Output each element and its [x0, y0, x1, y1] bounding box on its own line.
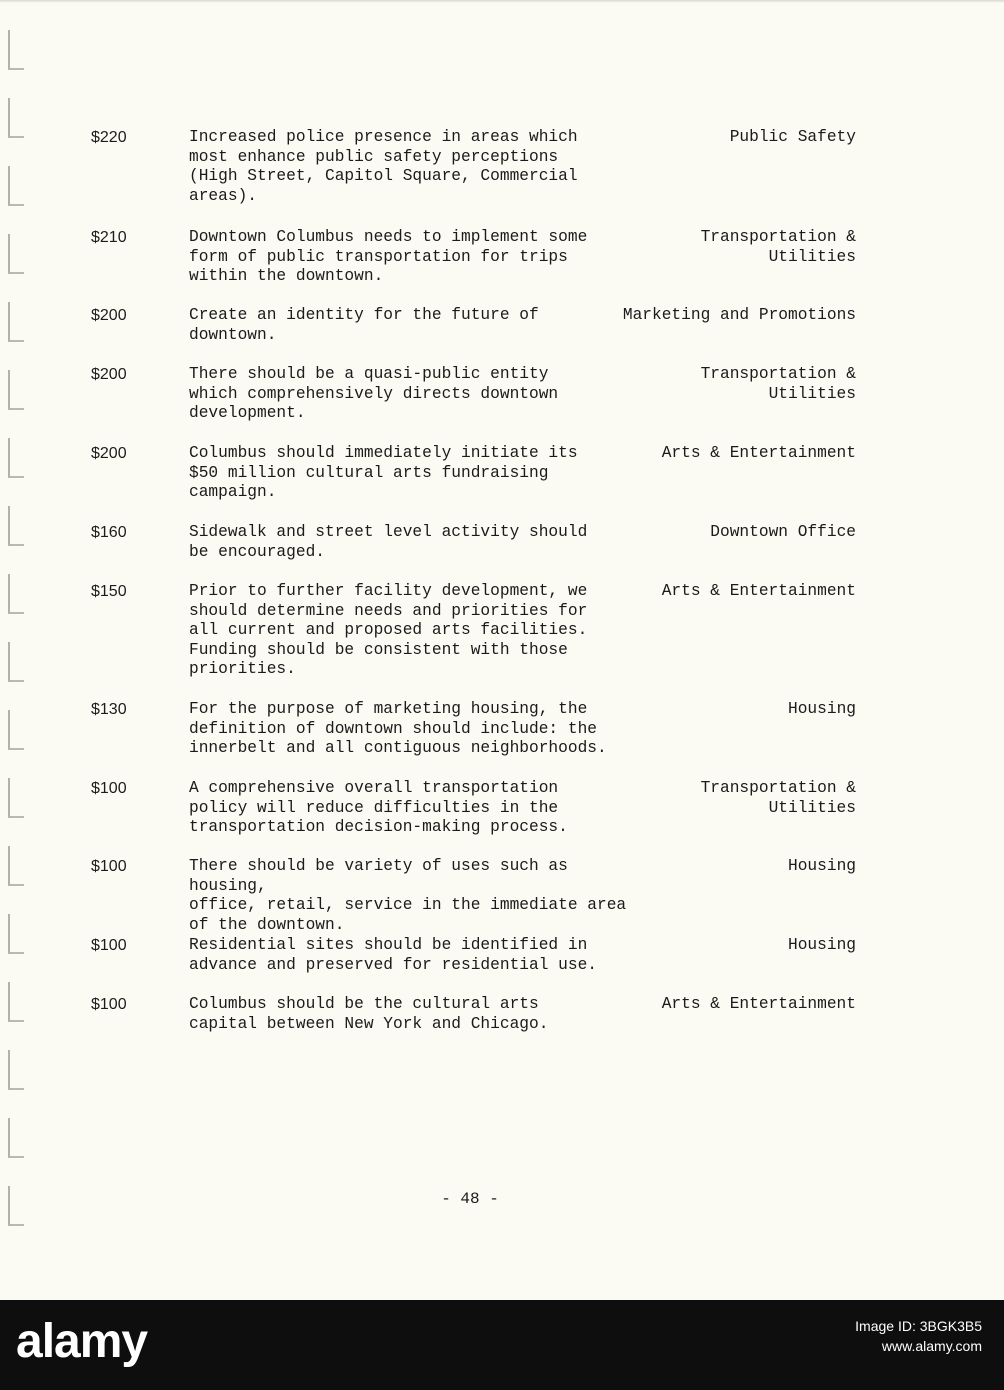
entry-amount: $160	[91, 524, 127, 541]
binding-mark	[8, 1050, 24, 1090]
entry-category: Marketing and Promotions	[622, 306, 856, 324]
entry-text: Increased police presence in areas which most enhance public safety perceptions (High Street, Capitol Square, Commercial areas).	[189, 128, 578, 205]
entry-amount: $210	[91, 229, 127, 246]
entry-text: Create an identity for the future of downtown.	[189, 306, 539, 344]
binding-mark	[8, 846, 24, 886]
binding-mark	[8, 30, 24, 70]
entry-amount: $200	[91, 445, 127, 462]
entry-text: There should be a quasi-public entity which comprehensively directs downtown development.	[189, 365, 559, 422]
entry-category: Transportation & Utilities	[700, 365, 856, 403]
entry-text: Sidewalk and street level activity should be encouraged.	[189, 523, 588, 561]
site-url: www.alamy.com	[881, 1338, 982, 1354]
entry-text: A comprehensive overall transportation policy will reduce difficulties in the transportation decision-making process.	[189, 779, 568, 836]
entry-text: Columbus should immediately initiate its $50 million cultural arts fundraising campaign.	[189, 444, 578, 501]
binding-mark	[8, 302, 24, 342]
binding-mark	[8, 234, 24, 274]
entry-amount: $100	[91, 858, 127, 875]
binding-mark	[8, 574, 24, 614]
entry-amount: $200	[91, 307, 127, 324]
entry-amount: $200	[91, 366, 127, 383]
binding-mark	[8, 642, 24, 682]
binding-mark	[8, 166, 24, 206]
watermark-logo: alamy	[16, 1315, 148, 1368]
binding-marks	[8, 30, 28, 1280]
entry-text: Downtown Columbus needs to implement some form of public transportation for trips within the downtown.	[189, 228, 588, 285]
entry-category: Public Safety	[729, 128, 856, 146]
entry-amount: $150	[91, 583, 127, 600]
entry-text: Prior to further facility development, we should determine needs and priorities for all current and proposed arts facilities. Funding should be consistent with those priorities.	[189, 582, 588, 678]
entry-category: Arts & Entertainment	[661, 444, 856, 462]
entry-category: Housing	[788, 857, 856, 875]
binding-mark	[8, 438, 24, 478]
entry-amount: $220	[91, 129, 127, 146]
binding-mark	[8, 982, 24, 1022]
page-edge	[0, 0, 1004, 3]
entry-category: Downtown Office	[710, 523, 856, 541]
binding-mark	[8, 370, 24, 410]
entry-category: Transportation & Utilities	[700, 228, 856, 266]
entry-category: Arts & Entertainment	[661, 582, 856, 600]
entry-category: Arts & Entertainment	[661, 995, 856, 1013]
binding-mark	[8, 1118, 24, 1158]
binding-mark	[8, 98, 24, 138]
entry-amount: $100	[91, 780, 127, 797]
stock-footer	[0, 1300, 1004, 1390]
entry-text: There should be variety of uses such as housing, office, retail, service in the immediate area of the downtown.	[189, 857, 627, 934]
entry-text: Residential sites should be identified in advance and preserved for residential use.	[189, 936, 597, 974]
entry-amount: $100	[91, 996, 127, 1013]
binding-mark	[8, 778, 24, 818]
entry-amount: $130	[91, 701, 127, 718]
entry-category: Transportation & Utilities	[700, 779, 856, 817]
binding-mark	[8, 506, 24, 546]
entry-category: Housing	[788, 700, 856, 718]
entry-category: Housing	[788, 936, 856, 954]
binding-mark	[8, 914, 24, 954]
binding-mark	[8, 710, 24, 750]
entry-text: For the purpose of marketing housing, the definition of downtown should include: the innerbelt and all contiguous neighborhoods.	[189, 700, 607, 757]
footer-info	[855, 1316, 982, 1356]
entry-text: Columbus should be the cultural arts capital between New York and Chicago.	[189, 995, 549, 1033]
image-id: Image ID: 3BGK3B5	[855, 1318, 982, 1334]
entry-amount: $100	[91, 937, 127, 954]
page-number: - 48 -	[441, 1190, 499, 1208]
